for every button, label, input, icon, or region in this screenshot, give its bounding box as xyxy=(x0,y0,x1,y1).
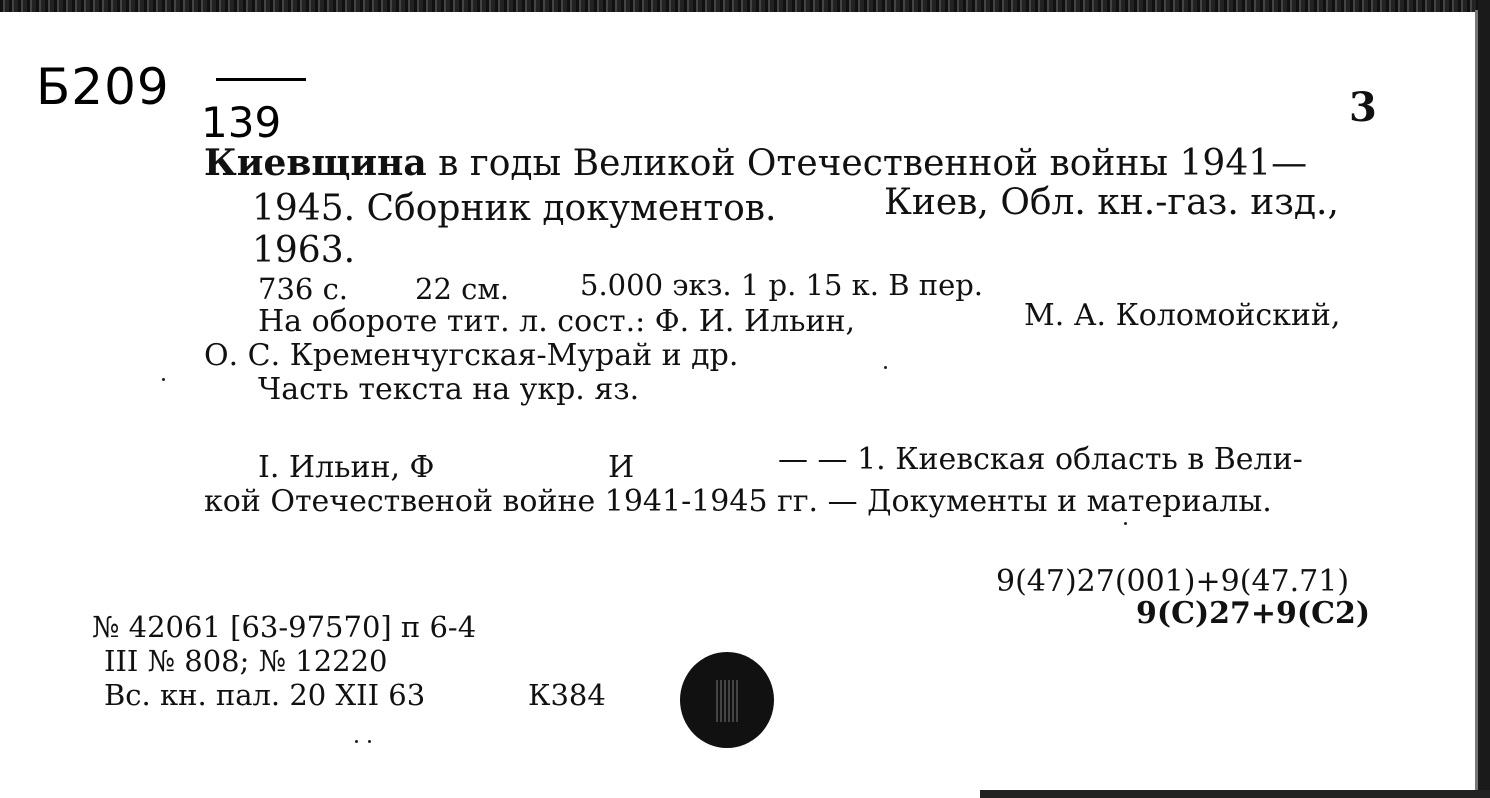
speck xyxy=(162,378,165,381)
title-line-1 xyxy=(204,142,1307,184)
speck xyxy=(1124,522,1127,525)
registry-number: № 42061 [63-97570] п 6-4 xyxy=(92,610,477,644)
registry-line-2: III № 808; № 12220 xyxy=(104,644,388,678)
card-right-edge xyxy=(1478,0,1490,798)
classification-2: 9(С)27+9(С2) xyxy=(1136,596,1371,631)
tracing-subject-2: кой Отечественой войне 1941-1945 гг. — Документы и материалы. xyxy=(204,484,1272,519)
title-line-2: 1945. Сборник документов. xyxy=(252,188,777,229)
speck xyxy=(884,366,887,369)
title-line-1-rest: в годы Великой Отечественной войны 1941— xyxy=(426,143,1308,184)
card-bottom-edge xyxy=(980,790,1490,798)
card-top-edge xyxy=(0,0,1490,12)
tracing-author-initial: И xyxy=(608,450,635,485)
tracing-subject: — — 1. Киевская область в Вели- xyxy=(778,442,1303,477)
speck xyxy=(355,740,358,743)
card-right-border xyxy=(1475,10,1478,798)
pages: 736 с. xyxy=(258,272,349,306)
note-language: Часть текста на укр. яз. xyxy=(258,372,640,407)
title-heading: Киевщина xyxy=(204,142,427,184)
speck xyxy=(368,740,371,743)
shelfmark-sub: 139 xyxy=(201,98,282,147)
note-compilers: На обороте тит. л. сост.: Ф. И. Ильин, xyxy=(258,304,856,339)
classification-1: 9(47)27(001)+9(47.71) xyxy=(996,564,1350,599)
registry-code: К384 xyxy=(528,678,606,712)
registry-chamber: Вс. кн. пал. 20 XII 63 xyxy=(104,678,426,712)
card-number: 3 xyxy=(1349,84,1377,131)
shelfmark-main: Б209 xyxy=(36,58,170,116)
note-compilers-2: М. А. Коломойский, xyxy=(1024,298,1341,333)
tracing-author: I. Ильин, Ф xyxy=(258,450,435,485)
size: 22 см. xyxy=(415,272,510,306)
punch-hole-texture xyxy=(716,680,740,722)
title-line-3: 1963. xyxy=(252,230,356,271)
imprint-place: Киев, Обл. кн.-газ. изд., xyxy=(884,182,1339,223)
handwritten-shelfmark xyxy=(36,58,316,148)
note-compilers-3: О. С. Кременчугская-Мурай и др. xyxy=(204,338,739,373)
punch-hole xyxy=(680,652,774,748)
copies-price: 5.000 экз. 1 р. 15 к. В пер. xyxy=(580,268,984,302)
shelfmark-fraction-line xyxy=(216,78,306,81)
